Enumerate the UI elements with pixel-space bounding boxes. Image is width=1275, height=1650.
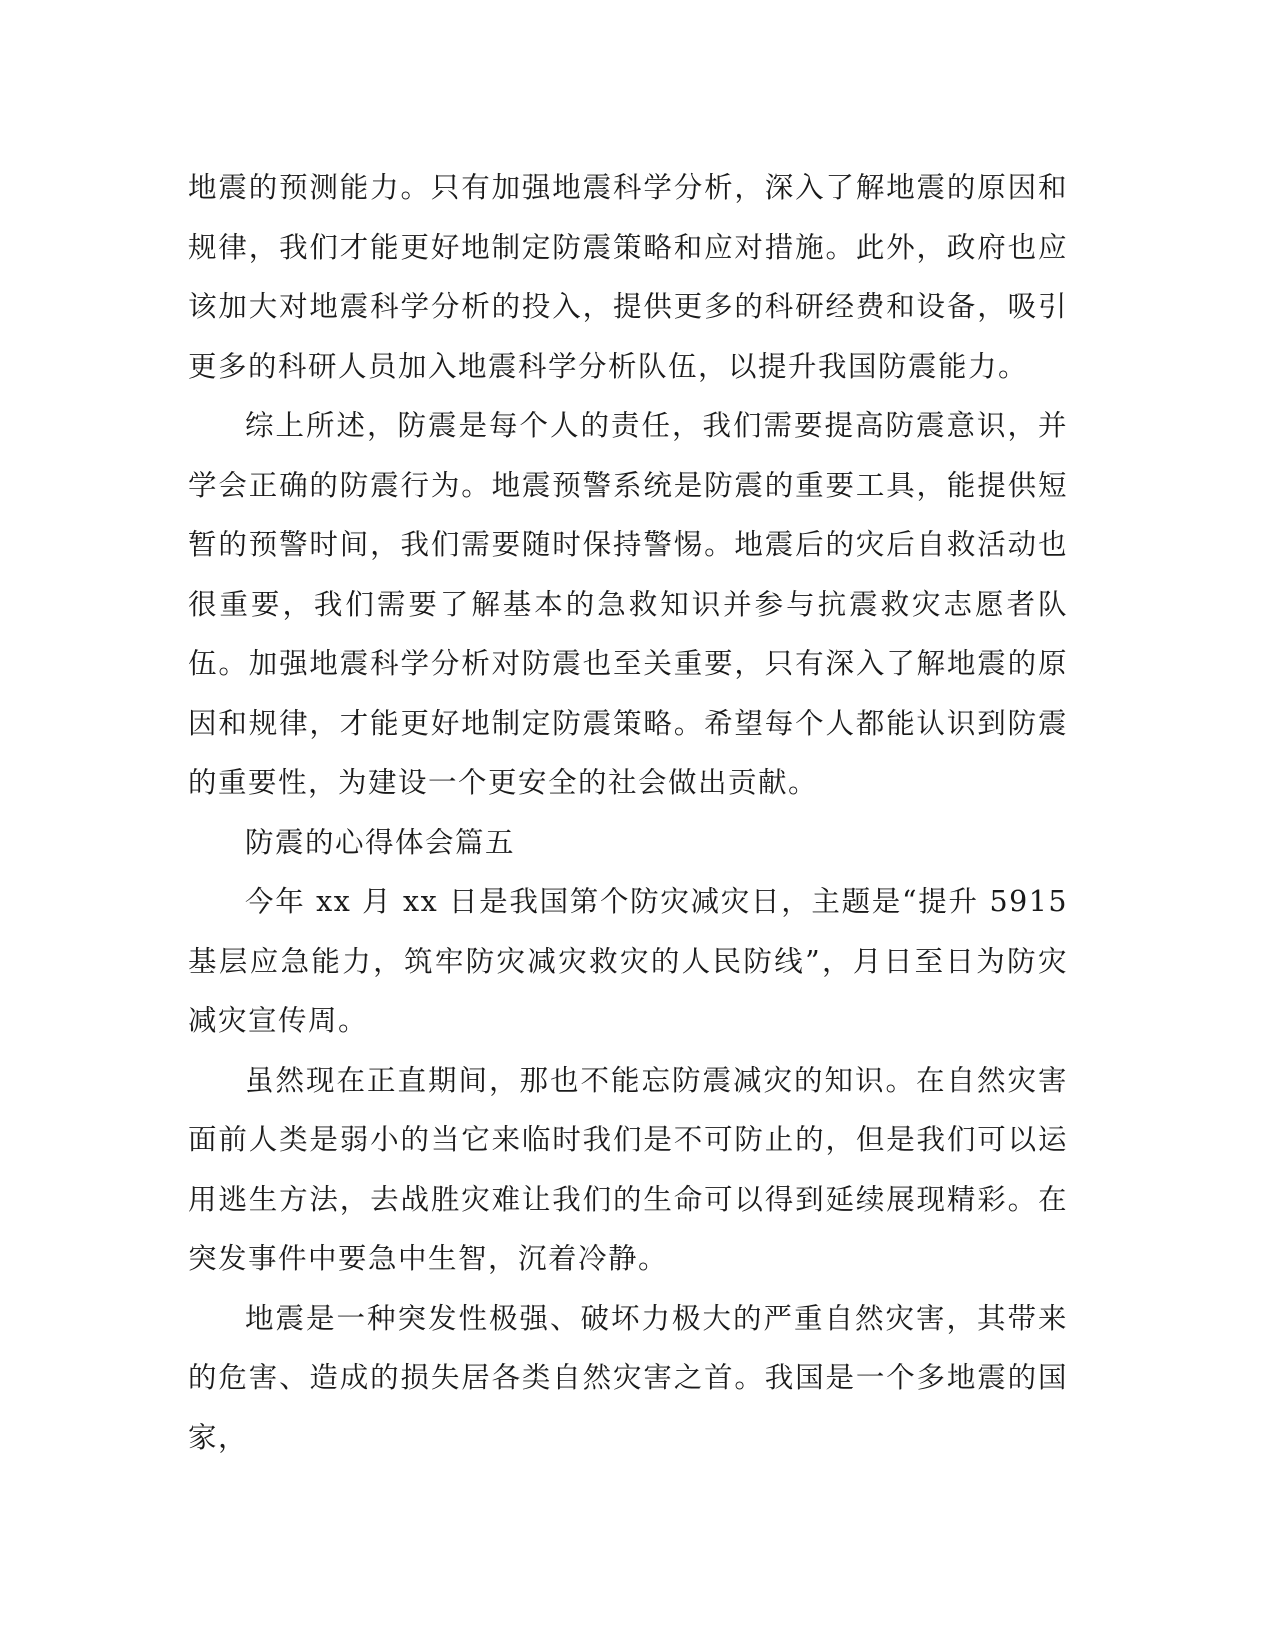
paragraph-summary: 综上所述，防震是每个人的责任，我们需要提高防震意识，并学会正确的防震行为。地震预警系统是防震的重要工具，能提供短暂的预警时间，我们需要随时保持警惕。地震后的灾后自救活动也很重要，我们需要了解基本的急救知识并参与抗震救灾志愿者队伍。加强地震科学分析对防震也至关重要，只有深入了解地震的原因和规律，才能更好地制定防震策略。希望每个人都能认识到防震的重要性，为建设一个更安全的社会做出贡献。	[188, 409, 1068, 799]
paragraph-disaster-day: 今年 xx 月 xx 日是我国第个防灾减灾日，主题是“提升 5915 基层应急能力，筑牢防灾减灾救灾的人民防线”，月日至日为防灾减灾宣传周。	[188, 885, 1068, 1037]
paragraph-seismic-research: 地震的预测能力。只有加强地震科学分析，深入了解地震的原因和规律，我们才能更好地制定防震策略和应对措施。此外，政府也应该加大对地震科学分析的投入，提供更多的科研经费和设备，吸引更多的科研人员加入地震科学分析队伍，以提升我国防震能力。	[188, 171, 1068, 383]
paragraph-earthquake-hazard: 地震是一种突发性极强、破坏力极大的严重自然灾害，其带来的危害、造成的损失居各类自然灾害之首。我国是一个多地震的国家，	[188, 1301, 1068, 1454]
document-body	[188, 158, 1068, 1467]
paragraph-escape-knowledge: 虽然现在正直期间，那也不能忘防震减灾的知识。在自然灾害面前人类是弱小的当它来临时我们是不可防止的，但是我们可以运用逃生方法，去战胜灾难让我们的生命可以得到延续展现精彩。在突发事件中要急中生智，沉着冷静。	[188, 1063, 1068, 1275]
section-heading: 防震的心得体会篇五	[245, 825, 516, 859]
